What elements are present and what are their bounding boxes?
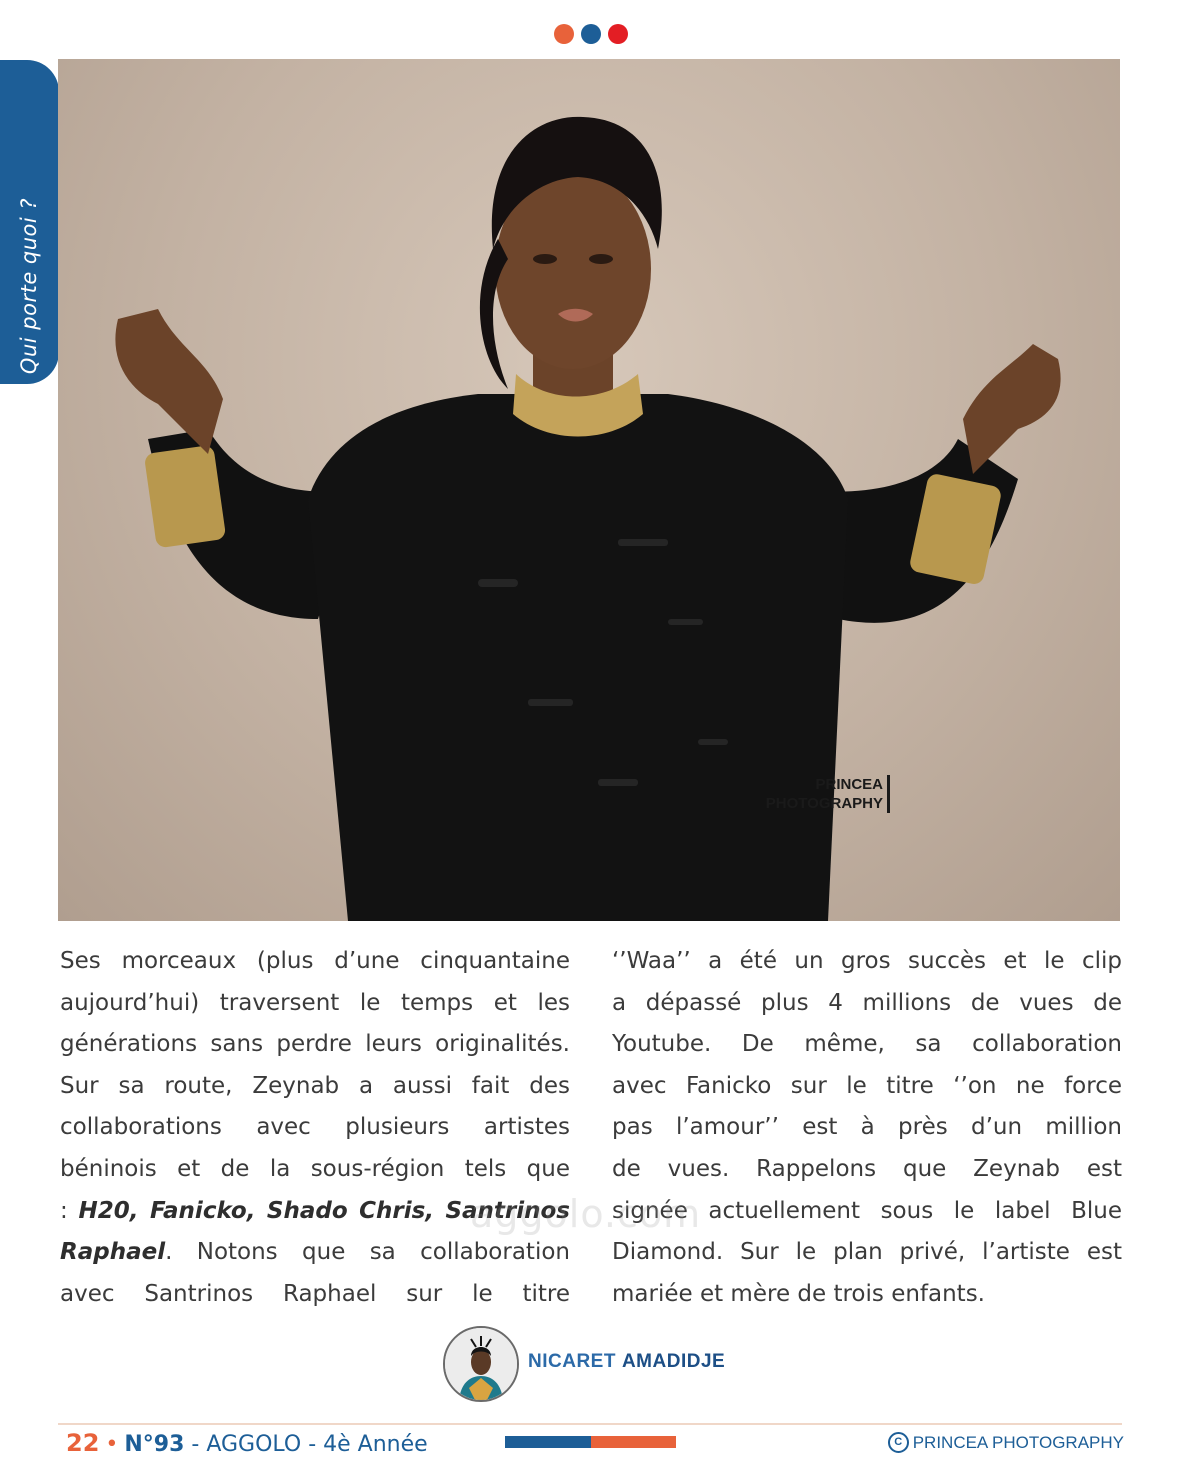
colon-prefix: :	[60, 1197, 79, 1224]
article-line: avec Santrinos Raphael sur le titre	[60, 1280, 570, 1307]
decorative-dots	[554, 24, 628, 44]
portrait-illustration	[58, 59, 1120, 921]
footer-bar-orange	[591, 1436, 676, 1448]
orange-dot	[554, 24, 574, 44]
article-column-left	[60, 941, 570, 1315]
footer-issue-info	[66, 1429, 428, 1457]
photo-watermark	[766, 775, 890, 813]
section-tab	[0, 60, 59, 384]
author-first-name: NICARET	[528, 1351, 616, 1372]
article-line: pas l’amour’’ est à près d’un million	[612, 1114, 1122, 1141]
article-column-right	[612, 941, 1122, 1315]
watermark-line2: PHOTOGRAPHY	[765, 795, 883, 812]
author-avatar	[443, 1326, 519, 1402]
author-name	[528, 1351, 725, 1373]
article-line: signée actuellement sous le label Blue	[612, 1197, 1122, 1224]
site-watermark: aggolo.com	[470, 1192, 702, 1236]
watermark-line1: PRINCEA	[815, 776, 883, 793]
page-number: 22	[66, 1429, 100, 1457]
article-line: générations sans perdre leurs originalités.	[60, 1031, 570, 1058]
blue-dot	[581, 24, 601, 44]
article-line: béninois et de la sous-région tels que	[60, 1155, 570, 1182]
footer-divider	[58, 1423, 1122, 1425]
article-line	[60, 1232, 570, 1274]
artist-name-raphael: Raphael	[60, 1239, 166, 1266]
issue-details: - AGGOLO - 4è Année	[184, 1432, 428, 1457]
issue-number: N°93	[124, 1432, 185, 1457]
section-tab-label: Qui porte quoi ?	[17, 197, 41, 375]
article-line: collaborations avec plusieurs artistes	[60, 1114, 570, 1141]
article-line: Diamond. Sur le plan privé, l’artiste est	[612, 1239, 1122, 1266]
article-line: Ses morceaux (plus d’une cinquantaine	[60, 948, 570, 974]
bullet-separator: •	[105, 1432, 119, 1457]
article-line: ‘’Waa’’ a été un gros succès et le clip	[612, 948, 1122, 974]
artist-names: H20, Fanicko, Shado Chris, Santrinos	[78, 1197, 571, 1224]
photo-credit	[888, 1432, 1124, 1453]
author-portrait	[445, 1328, 517, 1400]
photo-credit-text: PRINCEA PHOTOGRAPHY	[912, 1432, 1124, 1452]
footer-bar-blue	[505, 1436, 591, 1448]
article-line: avec Fanicko sur le titre ‘’on ne force	[612, 1072, 1122, 1099]
article-continuation: . Notons que sa collaboration	[165, 1239, 570, 1266]
article-line: de vues. Rappelons que Zeynab est	[612, 1155, 1122, 1182]
red-dot	[608, 24, 628, 44]
footer-color-bar	[505, 1436, 676, 1448]
author-last-name: AMADIDJE	[621, 1351, 726, 1372]
copyright-icon: C	[888, 1432, 909, 1453]
article-line: mariée et mère de trois enfants.	[612, 1280, 985, 1307]
feature-photo	[58, 59, 1120, 921]
article-line: Youtube. De même, sa collaboration	[612, 1031, 1122, 1058]
article-line: aujourd’hui) traversent le temps et les	[60, 989, 570, 1016]
article-line: Sur sa route, Zeynab a aussi fait des	[60, 1072, 570, 1099]
article-line: a dépassé plus 4 millions de vues de	[612, 989, 1122, 1016]
